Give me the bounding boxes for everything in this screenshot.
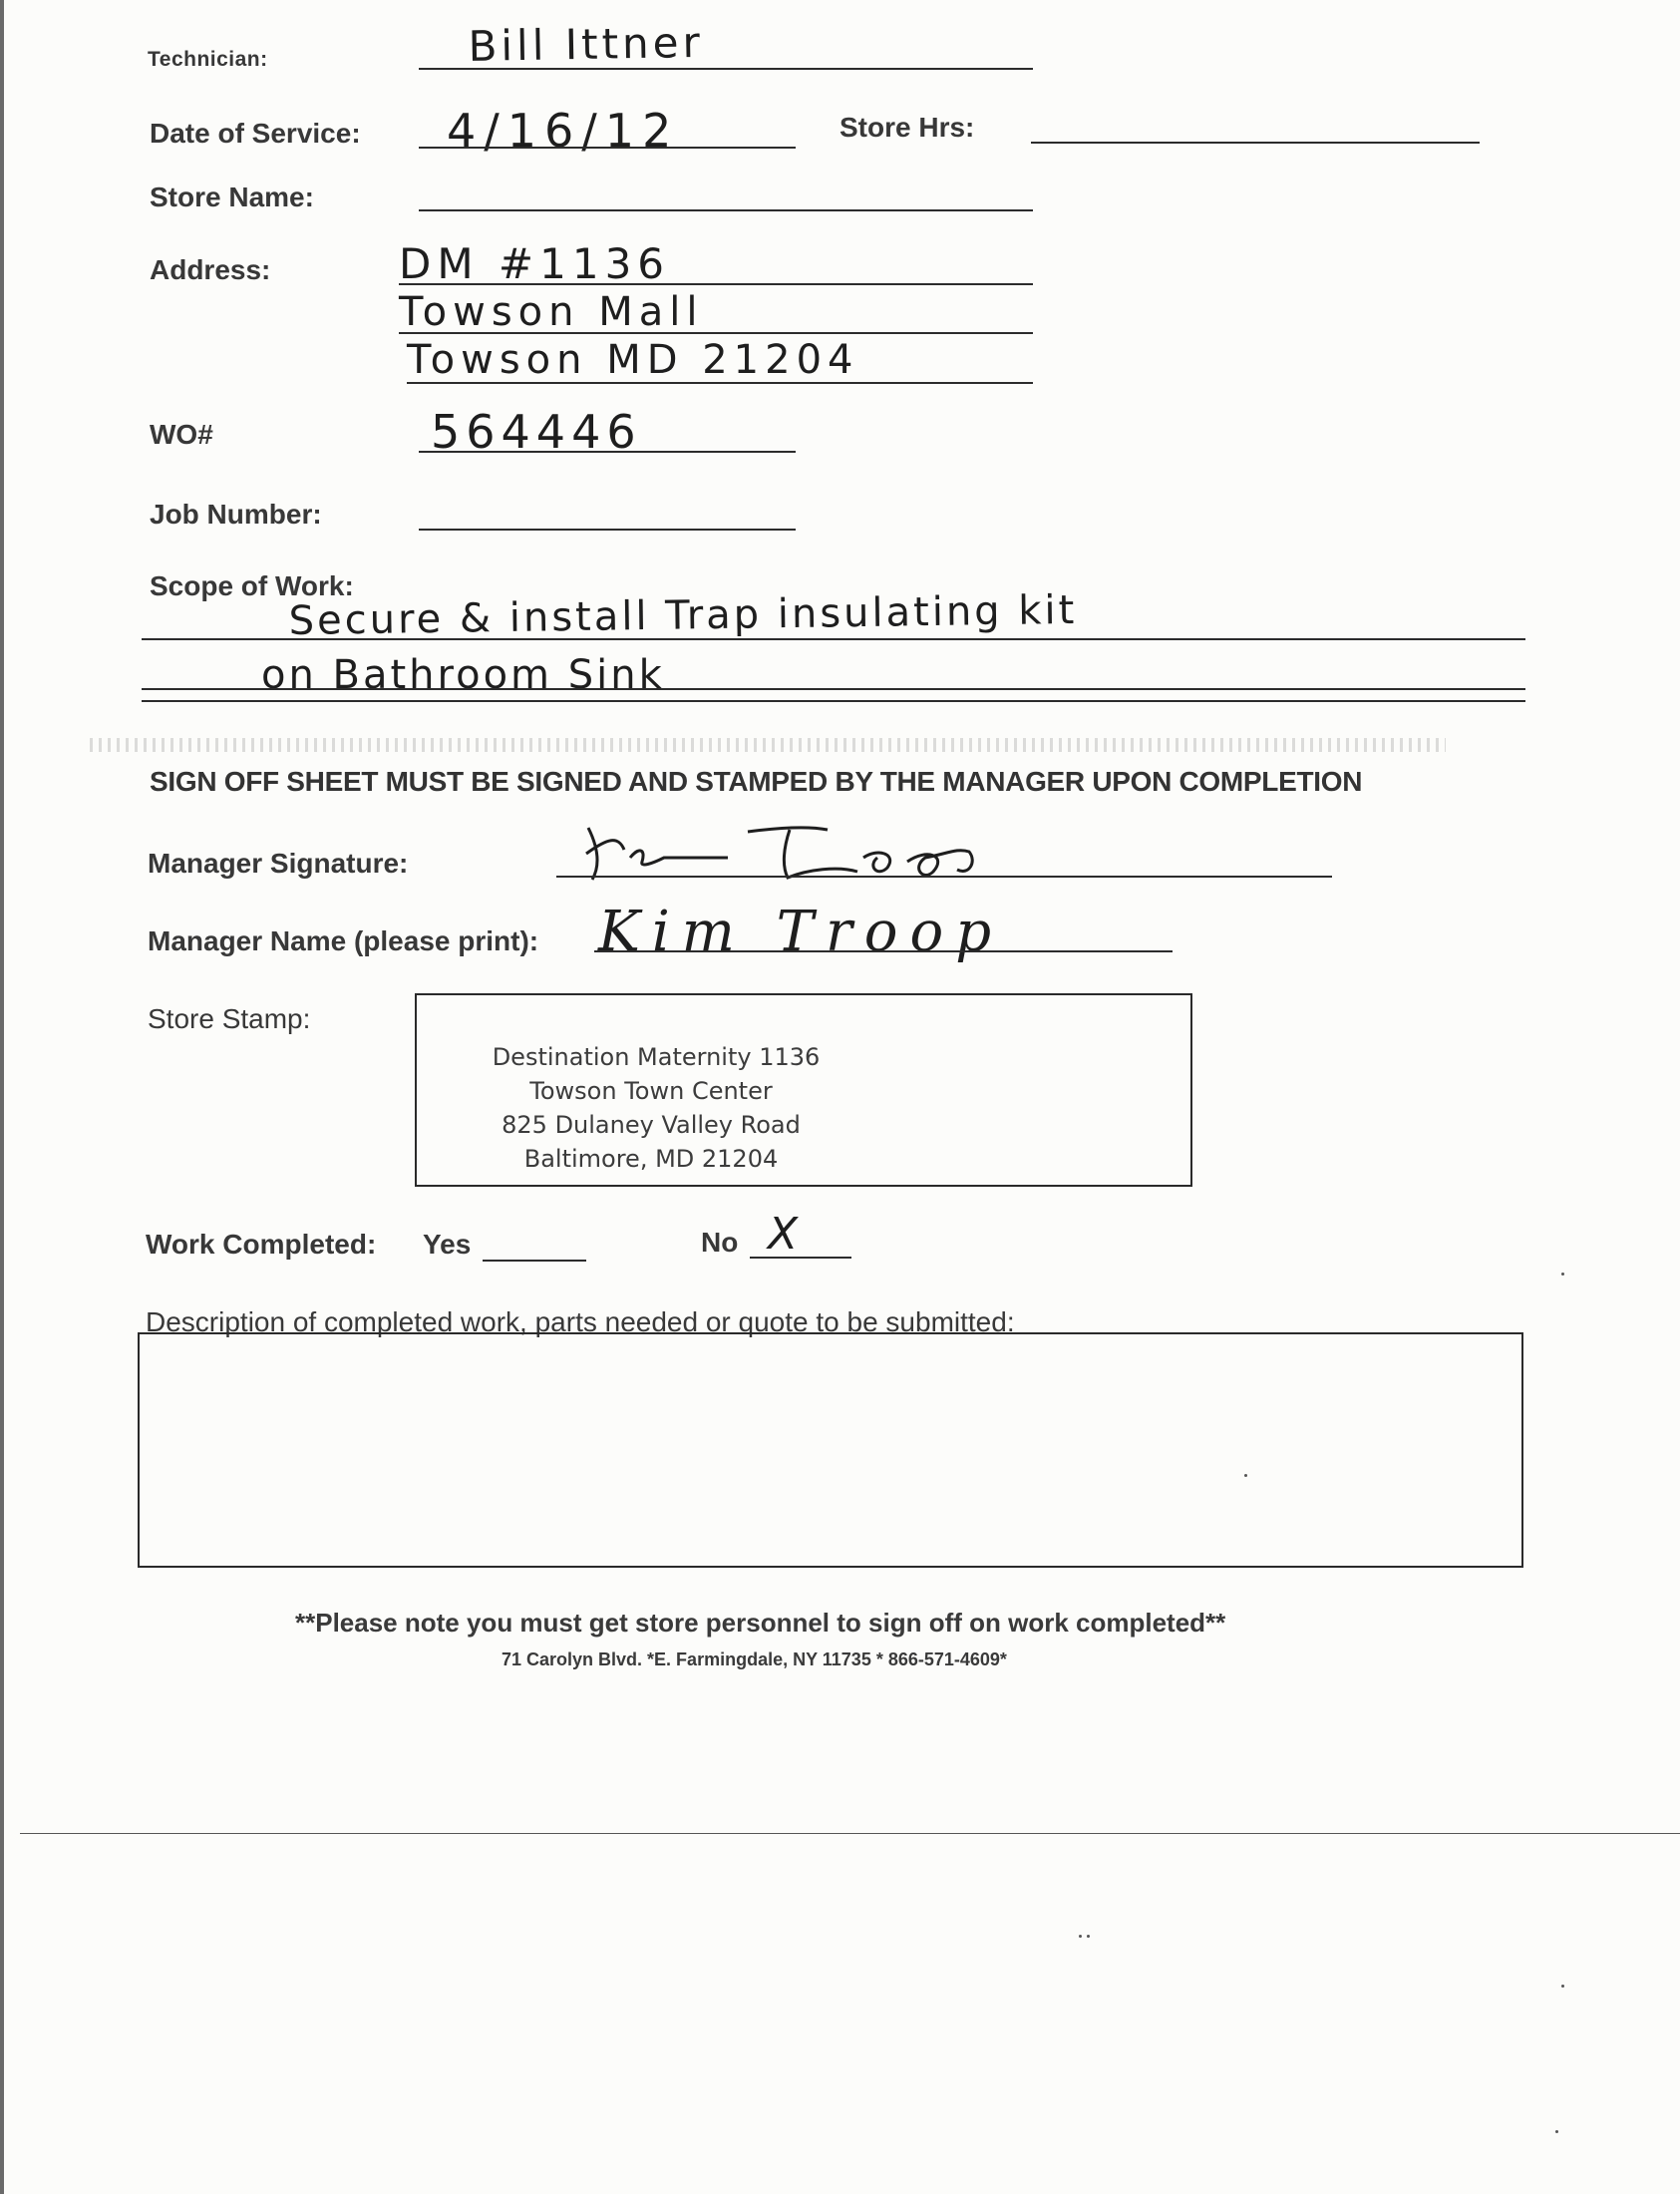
stamp-imprint [417, 1043, 885, 1183]
technician-line [419, 68, 1033, 70]
footer-address: 71 Carolyn Blvd. *E. Farmingdale, NY 11735 * 866-571-4609* [502, 1649, 1007, 1669]
date-of-service-label: Date of Service: [150, 118, 361, 149]
scan-speck [1555, 2130, 1558, 2133]
stamp-line-4: Baltimore, MD 21204 [523, 1145, 779, 1173]
manager-name-value[interactable]: Kim Troop [598, 900, 1004, 964]
signoff-banner: SIGN OFF SHEET MUST BE SIGNED AND STAMPED BY THE MANAGER UPON COMPLETION [150, 766, 1363, 797]
address-line-3[interactable]: Towson MD 21204 [407, 337, 859, 383]
job-number-label: Job Number: [150, 499, 322, 530]
store-stamp-box [415, 993, 1192, 1187]
scope-rule-3 [142, 700, 1525, 702]
scope-line-1[interactable]: Secure & install Trap insulating kit [288, 586, 1078, 644]
address-rule-1 [399, 283, 1033, 285]
scope-line-2[interactable]: on Bathroom Sink [261, 652, 665, 698]
store-hrs-line [1031, 142, 1480, 144]
scan-speck [1561, 1273, 1564, 1276]
scan-speck [1079, 1935, 1082, 1938]
stamp-line-1: Destination Maternity 1136 [492, 1043, 821, 1071]
technician-label: Technician: [148, 48, 268, 71]
technician-value: Bill Ittner [468, 17, 705, 71]
work-completed-label: Work Completed: [146, 1229, 377, 1260]
scan-speck [1244, 1474, 1247, 1477]
store-hrs-label: Store Hrs: [840, 112, 975, 143]
work-completed-no-label: No [701, 1227, 739, 1258]
scan-speck [1561, 1985, 1564, 1988]
manager-name-line [594, 950, 1173, 952]
scope-rule-1 [142, 638, 1525, 640]
manager-signature-line [556, 876, 1332, 878]
wo-value[interactable]: 564446 [431, 405, 642, 459]
scope-of-work-label: Scope of Work: [150, 570, 354, 601]
manager-signature-label: Manager Signature: [148, 848, 409, 879]
address-rule-2 [399, 332, 1033, 334]
footer-note: **Please note you must get store personnel to sign off on work completed** [295, 1608, 1226, 1638]
work-completed-no-value[interactable]: X [768, 1209, 803, 1260]
store-stamp-label: Store Stamp: [148, 1003, 311, 1034]
page-divider [20, 1833, 1680, 1834]
description-label: Description of completed work, parts needed or quote to be submitted: [146, 1306, 1015, 1337]
work-completed-yes-line [483, 1260, 586, 1262]
store-name-line [419, 209, 1033, 211]
wo-line [419, 451, 796, 453]
stamp-line-3: 825 Dulaney Valley Road [502, 1111, 801, 1139]
date-of-service-line [419, 147, 796, 149]
scope-rule-2 [142, 688, 1525, 690]
address-line-2[interactable]: Towson Mall [399, 289, 704, 335]
work-completed-yes-label: Yes [423, 1229, 472, 1260]
description-box[interactable] [138, 1332, 1523, 1568]
stamp-line-2: Towson Town Center [529, 1077, 773, 1105]
address-rule-3 [407, 382, 1033, 384]
scan-left-edge [0, 0, 4, 2194]
scan-speck [1087, 1935, 1090, 1938]
address-label: Address: [150, 254, 271, 285]
address-line-1[interactable]: DM #1136 [399, 239, 671, 288]
wo-label: WO# [150, 419, 213, 450]
scan-smudge [90, 738, 1446, 752]
manager-name-label: Manager Name (please print): [148, 925, 539, 956]
work-completed-no-line [750, 1257, 851, 1259]
job-number-line [419, 529, 796, 531]
date-of-service-value[interactable]: 4/16/12 [447, 104, 680, 158]
store-name-label: Store Name: [150, 182, 314, 212]
